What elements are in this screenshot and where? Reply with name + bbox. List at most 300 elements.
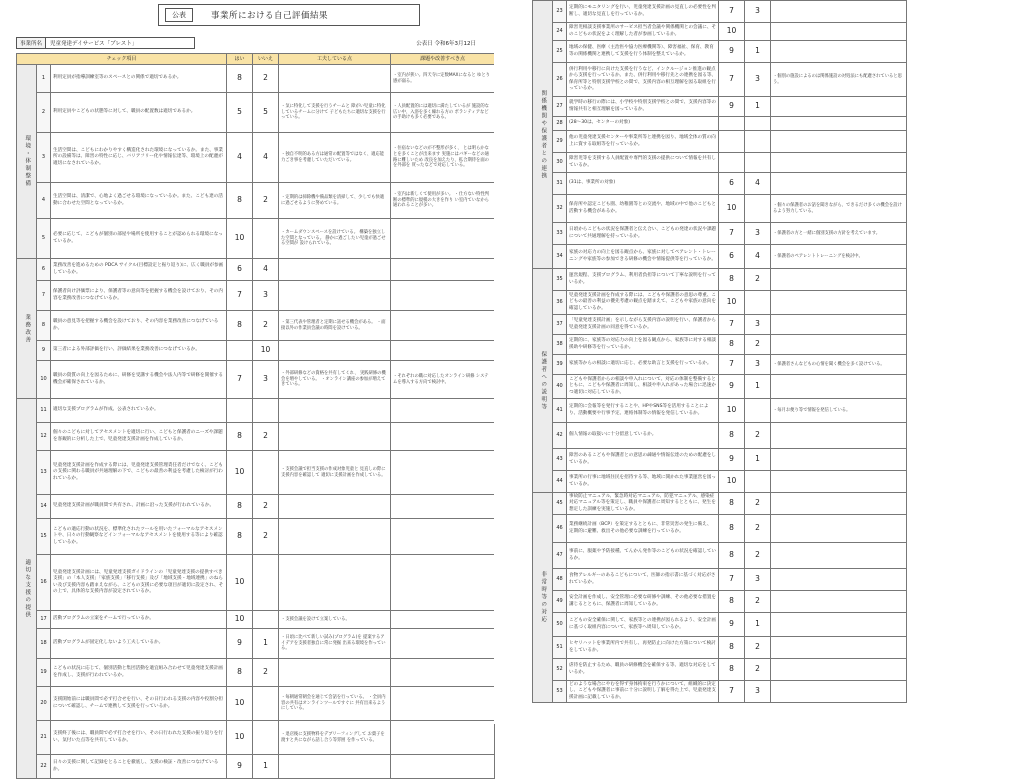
- good-points: [771, 335, 907, 355]
- row-number: 30: [553, 153, 567, 173]
- good-points: ・第三代表や管理者と定期に話せる機会がある。 ・面接以外の作業員会議の時間を設けている。: [279, 311, 391, 341]
- row-number: 11: [37, 399, 51, 423]
- issue-points: [391, 629, 495, 659]
- category-cell: 業務改善: [17, 259, 37, 399]
- col-no: いいえ: [253, 54, 279, 65]
- issue-points: ・住宿ないなどのが不整形が多く、 とは明らかなとを多くことが出来ます 実施にはバギーなどの通路に難しいため 改良を加えたり、拡合期待を面のを外部を 買ったなどで対応している。: [391, 133, 495, 183]
- good-points: ・毎朝通常朝会を通じて会話を行っている。 ・全員内容の共有はオンラインツールですぐに 共有出来るようにしている。: [279, 687, 391, 721]
- issue-points: ・それぞれの職に対応したオンライン研修 システムを導入する方向で検討中。: [391, 361, 495, 399]
- table-row: [17, 341, 495, 361]
- table-row: [533, 449, 907, 471]
- good-points: [771, 1, 907, 23]
- check-item: 児童発達支援計画には、児童発達支援ガイドラインの「児童発達支援の提供すべき支援」の「本人支援」「家族支援」「移行支援」及び「地域支援・地域連携」のねらい及び支援内容も踏まえながら、こどもの支援に必要な項目が適切に設定され、その上で、具体的な支援内容が設定されているか。: [51, 555, 227, 611]
- row-number: 13: [37, 451, 51, 495]
- no-count: [253, 555, 279, 611]
- table-row: [533, 569, 907, 591]
- good-points: [771, 41, 907, 63]
- row-number: 49: [553, 591, 567, 613]
- row-number: 16: [37, 555, 51, 611]
- check-item: 生活空間は、こどもにわかりやすく構造化された環境になっているか。また、事業所の設備等は、障害の特性に応じ、バリアフリー化や情報伝達等、環境上の配慮が適切になされているか。: [51, 133, 227, 183]
- good-points: ・定期的は掃除機や備品類を清掃して、少しでも快適に過ごせるように努めている。: [279, 183, 391, 219]
- check-item: 児童発達支援計画を作成する際には、こどもや保護者の意思の尊重、こどもの最善の利益の優先考慮の観点を踏まえて、こどもや家族の意向を確認しているか。: [567, 291, 719, 315]
- yes-count: 10: [227, 219, 253, 259]
- check-item: 保護者向け評価票により、保護者等の意向等を把握する機会を設けており、その内容を業務改善につなげているか。: [51, 281, 227, 311]
- no-count: [745, 195, 771, 223]
- row-number: 31: [553, 173, 567, 195]
- row-number: 23: [553, 1, 567, 23]
- no-count: 2: [745, 335, 771, 355]
- row-number: 24: [553, 23, 567, 41]
- row-number: 9: [37, 341, 51, 361]
- yes-count: [227, 341, 253, 361]
- good-points: [771, 449, 907, 471]
- table-row: [533, 335, 907, 355]
- yes-count: 10: [719, 195, 745, 223]
- good-points: ・個別の施設によるのは関係施設の対処法にも配慮されていると思う。: [771, 63, 907, 97]
- yes-count: 6: [719, 173, 745, 195]
- col-yes: はい: [227, 54, 253, 65]
- no-count: 10: [253, 341, 279, 361]
- check-item: こどもの安全確保に関して、家族等との連携が図られるよう、安全計画に基づく取組内容について、家族等へ周知しているか。: [567, 613, 719, 637]
- issue-points: [391, 311, 495, 341]
- no-count: 1: [253, 629, 279, 659]
- good-points: ・保護者のペアレントトレーニングを検討中。: [771, 245, 907, 269]
- row-number: 27: [553, 97, 567, 117]
- check-item: 障害のあるこどもや保護者との意思の疎通や情報伝達のための配慮をしているか。: [567, 449, 719, 471]
- category-cell: 非常時等の対応: [533, 493, 553, 703]
- row-number: 15: [37, 519, 51, 555]
- good-points: [771, 471, 907, 493]
- category-cell: 適切な支援の提供: [17, 399, 37, 779]
- row-number: 47: [553, 543, 567, 569]
- good-points: [771, 637, 907, 659]
- no-count: [745, 291, 771, 315]
- row-number: 26: [553, 63, 567, 97]
- no-count: 2: [745, 591, 771, 613]
- row-number: 53: [553, 681, 567, 703]
- row-number: 17: [37, 611, 51, 629]
- row-number: 34: [553, 245, 567, 269]
- yes-count: 8: [227, 659, 253, 687]
- issue-points: [391, 451, 495, 495]
- yes-count: 4: [227, 133, 253, 183]
- check-item: 適切な支援プログラムが作成、公表されているか。: [51, 399, 227, 423]
- yes-count: 10: [227, 721, 253, 755]
- check-item: 活動プログラムの立案をチームで行っているか。: [51, 611, 227, 629]
- yes-count: 9: [719, 613, 745, 637]
- row-number: 21: [37, 721, 51, 755]
- check-item: 児童発達支援計画を作成する際には、児童発達支援管理責任者だけでなく、こどもの支援に関わる職員が共通理解の下で、こどもの最善の利益を考慮した検討が行われているか。: [51, 451, 227, 495]
- issue-points: [391, 399, 495, 423]
- yes-count: 9: [719, 41, 745, 63]
- good-points: [279, 755, 391, 779]
- no-count: 3: [745, 355, 771, 375]
- table-row: [17, 281, 495, 311]
- page-title: 事業所における自己評価結果: [211, 11, 329, 21]
- good-points: [771, 423, 907, 449]
- table-row: [17, 361, 495, 399]
- no-count: 2: [745, 659, 771, 681]
- row-number: 10: [37, 361, 51, 399]
- row-number: 35: [553, 269, 567, 291]
- no-count: 5: [253, 93, 279, 133]
- yes-count: 8: [227, 183, 253, 219]
- no-count: 2: [745, 637, 771, 659]
- table-row: [17, 311, 495, 341]
- table-row: [17, 687, 495, 721]
- no-count: [253, 399, 279, 423]
- row-number: 4: [37, 183, 51, 219]
- no-count: 1: [253, 755, 279, 779]
- no-count: 4: [253, 133, 279, 183]
- check-item: 第三者による外部評価を行い、評価結果を業務改善につなげているか。: [51, 341, 227, 361]
- yes-count: 6: [227, 259, 253, 281]
- no-count: 2: [253, 311, 279, 341]
- no-count: 1: [745, 97, 771, 117]
- check-item: 職員の資質の向上を図るために、研修を受講する機会や法人内等で研修を開催する機会が確保されているか。: [51, 361, 227, 399]
- yes-count: 10: [719, 23, 745, 41]
- table-row: [17, 399, 495, 423]
- public-label: 公表: [165, 8, 193, 22]
- check-item: 業務継続計画（BCP）を策定するとともに、非常災害の発生に備え、定期的に避難、救出その他必要な訓練を行っているか。: [567, 515, 719, 543]
- table-row: [533, 269, 907, 291]
- office-row: [16, 36, 494, 50]
- evaluation-table-left: [16, 53, 495, 779]
- yes-count: 5: [227, 93, 253, 133]
- no-count: [745, 153, 771, 173]
- row-number: 1: [37, 65, 51, 93]
- yes-count: 9: [227, 629, 253, 659]
- good-points: [279, 423, 391, 451]
- yes-count: 6: [719, 245, 745, 269]
- check-item: こどもの状況に応じて、個別活動と集団活動を適宜組み合わせて児童発達支援計画を作成し、支援が行われているか。: [51, 659, 227, 687]
- good-points: ・支援会議を設けて立案している。: [279, 611, 391, 629]
- issue-points: [391, 659, 495, 687]
- row-number: 8: [37, 311, 51, 341]
- col-check-item: チェック項目: [17, 54, 227, 65]
- table-row: [533, 591, 907, 613]
- yes-count: 8: [227, 495, 253, 519]
- issue-points: [391, 341, 495, 361]
- check-item: (28〜30は、センターの対象): [567, 117, 719, 131]
- yes-count: 8: [227, 423, 253, 451]
- issue-points: [391, 611, 495, 629]
- row-number: 39: [553, 355, 567, 375]
- no-count: 1: [745, 375, 771, 399]
- right-page: [532, 0, 1020, 724]
- yes-count: 7: [227, 281, 253, 311]
- table-row: [533, 245, 907, 269]
- good-points: [771, 569, 907, 591]
- issue-points: [391, 721, 495, 755]
- yes-count: 9: [719, 97, 745, 117]
- issue-points: ・人員配置的には適切に満たしているが 施設的な広い中、入浴を多く繰れる方の ボランティアなどの手助けも多く必要である。: [391, 93, 495, 133]
- no-count: [253, 451, 279, 495]
- row-number: 3: [37, 133, 51, 183]
- good-points: [279, 555, 391, 611]
- table-row: [533, 515, 907, 543]
- check-item: 定期的に会報等を発行することや、HPやSNS等を活用することにより、活動概要や行事予定、連絡体制等の情報を発信しているか。: [567, 399, 719, 423]
- check-item: 利用定員が指導訓練室等のスペースとの関係で適切であるか。: [51, 65, 227, 93]
- table-row: [17, 659, 495, 687]
- issue-points: [391, 219, 495, 259]
- no-count: 2: [253, 423, 279, 451]
- table-row: [17, 519, 495, 555]
- table-row: [533, 153, 907, 173]
- no-count: [253, 721, 279, 755]
- table-row: [533, 195, 907, 223]
- yes-count: 7: [719, 223, 745, 245]
- table-row: [17, 183, 495, 219]
- yes-count: 10: [227, 555, 253, 611]
- good-points: [771, 543, 907, 569]
- no-count: 3: [745, 681, 771, 703]
- no-count: 2: [745, 543, 771, 569]
- yes-count: 10: [719, 399, 745, 423]
- check-item: 家族等からの相談に適切に応じ、必要な助言と支援を行っているか。: [567, 355, 719, 375]
- category-cell: 関係機関や保護者との連携: [533, 1, 553, 269]
- no-count: 2: [253, 65, 279, 93]
- no-count: 4: [745, 173, 771, 195]
- check-item: 定期的にモニタリングを行い、児童発達支援計画の見直しの必要性を判断し、適切な見直しを行っているか。: [567, 1, 719, 23]
- yes-count: 7: [719, 681, 745, 703]
- no-count: 2: [745, 493, 771, 515]
- published-date: 公表日 令和6年3月12日: [416, 41, 476, 47]
- yes-count: 8: [227, 65, 253, 93]
- check-item: 併行利用や移行に向けた支援を行うなど、インクルージョン推進の観点から支援を行っているか。また、併行利用や移行先との連携を図る等、保育所等と特別支援学校との間で、支援内容の相互理解を図る取組を行っているか。: [567, 63, 719, 97]
- yes-count: 7: [719, 63, 745, 97]
- check-item: 定期的に、家族等の対応力の向上を図る観点から、家族等に対する相談援助や研修等を行っているか。: [567, 335, 719, 355]
- row-number: 6: [37, 259, 51, 281]
- page-gutter: [494, 0, 532, 724]
- table-row: [533, 471, 907, 493]
- issue-points: [391, 555, 495, 611]
- check-item: ヒヤリハットを事業所内で共有し、再発防止に向けた方策について検討をしているか。: [567, 637, 719, 659]
- table-row: [533, 1, 907, 23]
- yes-count: 7: [227, 361, 253, 399]
- table-row: [533, 399, 907, 423]
- yes-count: 8: [719, 637, 745, 659]
- no-count: 3: [745, 315, 771, 335]
- yes-count: 10: [719, 291, 745, 315]
- check-item: 利用定員やこどもの状態等に対して、職員の配置数は適切であるか。: [51, 93, 227, 133]
- no-count: [253, 219, 279, 259]
- check-item: 業務改善を進めるための PDCA サイクル(目標設定と振り返り)に、広く職員が参画しているか。: [51, 259, 227, 281]
- issue-points: [391, 281, 495, 311]
- check-item: 障害児等を支援する人員配置や専門的支援の提供について情報を共有しているか。: [567, 153, 719, 173]
- no-count: 2: [253, 659, 279, 687]
- good-points: [279, 519, 391, 555]
- no-count: [745, 23, 771, 41]
- yes-count: 8: [719, 335, 745, 355]
- row-number: 45: [553, 493, 567, 515]
- yes-count: 8: [719, 543, 745, 569]
- office-name: 児童発達デイサービス「ブレスト」: [46, 37, 195, 49]
- title-box: [158, 4, 420, 26]
- check-item: 児童発達支援計画が職員間で共有され、計画に沿った支援が行われているか。: [51, 495, 227, 519]
- yes-count: [719, 117, 745, 131]
- no-count: 2: [253, 495, 279, 519]
- row-number: 41: [553, 399, 567, 423]
- row-number: 18: [37, 629, 51, 659]
- table-row: [17, 721, 495, 755]
- yes-count: 10: [227, 451, 253, 495]
- table-row: [533, 291, 907, 315]
- issue-points: [391, 423, 495, 451]
- yes-count: 7: [719, 315, 745, 335]
- good-points: [771, 591, 907, 613]
- row-number: 48: [553, 569, 567, 591]
- check-item: 個々のこどもに対してアセスメントを適切に行い、こどもと保護者のニーズや課題を客観的に分析した上で、児童発達支援計画を作成しているか。: [51, 423, 227, 451]
- check-item: 他の児童発達支援センターや事業所等と連携を図り、地域全体の質の向上に資する取組等を行っているか。: [567, 131, 719, 153]
- yes-count: 7: [719, 569, 745, 591]
- no-count: 1: [745, 613, 771, 637]
- good-points: [771, 131, 907, 153]
- row-number: 51: [553, 637, 567, 659]
- row-number: 37: [553, 315, 567, 335]
- table-row: [17, 555, 495, 611]
- good-points: [771, 515, 907, 543]
- check-item: 支援開始前には職員間で必ず打合せを行い、その日行われる支援の内容や役割分担について確認し、チームで連携して支援を行っているか。: [51, 687, 227, 721]
- good-points: [279, 659, 391, 687]
- check-item: 必要に応じて、こどもが個別の部屋や場所を使用することが認められる環境になっているか。: [51, 219, 227, 259]
- table-row: [17, 451, 495, 495]
- no-count: 1: [745, 41, 771, 63]
- row-number: 52: [553, 659, 567, 681]
- table-row: [533, 659, 907, 681]
- good-points: ・個々の保護者のお話を聞きながら、できるだけ多くの機会を設けるよう努力している。: [771, 195, 907, 223]
- table-row: [17, 219, 495, 259]
- no-count: 2: [745, 423, 771, 449]
- issue-points: [391, 519, 495, 555]
- table-row: [533, 223, 907, 245]
- no-count: [745, 131, 771, 153]
- table-row: [17, 259, 495, 281]
- col-good-points: 工夫している点: [279, 54, 391, 65]
- issue-points: [391, 495, 495, 519]
- row-number: 38: [553, 335, 567, 355]
- issue-points: [391, 259, 495, 281]
- no-count: 4: [253, 259, 279, 281]
- check-item: こどもや保護者からの相談や申入れについて、対応の体制を整備するとともに、こどもや保護者に周知し、相談や申入れがあった場合に迅速かつ適切に対応しているか。: [567, 375, 719, 399]
- table-row: [17, 611, 495, 629]
- check-item: 活動プログラムが固定化しないよう工夫しているか。: [51, 629, 227, 659]
- check-item: 職員の意見等を把握する機会を設けており、その内容を業務改善につなげているか。: [51, 311, 227, 341]
- office-label: 事業所名: [16, 37, 46, 49]
- table-row: [533, 375, 907, 399]
- yes-count: 8: [719, 515, 745, 543]
- issue-points: ・室内は新しくて使用が多い。 ・仕方ない特性判断の標準的に規模の大きを作り い室内ていなから通われることが多い。: [391, 183, 495, 219]
- row-number: 20: [37, 687, 51, 721]
- good-points: [771, 315, 907, 335]
- check-item: 事業所の行事に地域住民を招待する等、地域に開かれた事業運営を図っているか。: [567, 471, 719, 493]
- good-points: ・気に特化して支援を行うチームと 障がい児童に特化しているチームに分けて 子どもたちに適切な支援を行っている。: [279, 93, 391, 133]
- category-cell: 保護者への説明等: [533, 269, 553, 493]
- table-row: [17, 423, 495, 451]
- table-row: [533, 637, 907, 659]
- good-points: [771, 173, 907, 195]
- table-row: [17, 629, 495, 659]
- no-count: [745, 471, 771, 493]
- col-issues: 課題や改善すべき点: [391, 54, 495, 65]
- no-count: 2: [253, 519, 279, 555]
- yes-count: 8: [719, 269, 745, 291]
- row-number: 12: [37, 423, 51, 451]
- check-item: 個人情報の取扱いに十分留意しているか。: [567, 423, 719, 449]
- check-item: 事前に、服薬や予防接種、てんかん発作等のこどもの状況を確認しているか。: [567, 543, 719, 569]
- row-number: 43: [553, 449, 567, 471]
- row-number: 2: [37, 93, 51, 133]
- good-points: [279, 281, 391, 311]
- good-points: [771, 681, 907, 703]
- check-item: (31は、事業所の対象): [567, 173, 719, 195]
- yes-count: 10: [719, 471, 745, 493]
- good-points: ・保護者の方と一緒に個別支援の方針を考えています。: [771, 223, 907, 245]
- issue-points: [391, 755, 495, 779]
- row-number: 19: [37, 659, 51, 687]
- row-number: 32: [553, 195, 567, 223]
- table-row: [533, 23, 907, 41]
- no-count: 3: [745, 63, 771, 97]
- good-points: [771, 97, 907, 117]
- table-row: [533, 97, 907, 117]
- good-points: [771, 659, 907, 681]
- check-item: 運営規程、支援プログラム、利用者負担等について丁寧な説明を行っているか。: [567, 269, 719, 291]
- no-count: 3: [253, 281, 279, 311]
- row-number: 44: [553, 471, 567, 493]
- check-item: 就学時の移行の際には、小学校や特別支援学校との間で、支援内容等の情報共有と相互理解を図っているか。: [567, 97, 719, 117]
- good-points: [771, 153, 907, 173]
- row-number: 28: [553, 117, 567, 131]
- no-count: 2: [253, 183, 279, 219]
- table-row: [533, 131, 907, 153]
- good-points: ・退店後に支援物料をデブリーフィングして お菓子を渡すと共にながら話し合う等雰囲 を作っている。: [279, 721, 391, 755]
- check-item: 支援終了後には、職員間で必ず打合せを行い、その日行われた支援の振り返りを行い、気付いた点等を共有しているか。: [51, 721, 227, 755]
- row-number: 25: [553, 41, 567, 63]
- table-row: [533, 117, 907, 131]
- table-row: [533, 613, 907, 637]
- good-points: [771, 493, 907, 515]
- table-row: [533, 355, 907, 375]
- no-count: [745, 399, 771, 423]
- yes-count: 8: [227, 519, 253, 555]
- yes-count: [227, 399, 253, 423]
- row-number: 36: [553, 291, 567, 315]
- no-count: 3: [745, 569, 771, 591]
- yes-count: 8: [719, 423, 745, 449]
- check-item: 保育所や認定こども園、幼稚園等との交流や、地域の中で他のこどもと活動する機会があるか。: [567, 195, 719, 223]
- good-points: [771, 23, 907, 41]
- good-points: ・カームダウンスペースを設けている。 構築を独立した空間となっている。 静かに過ごしたい児童が過ごせる空間が 設けられている。: [279, 219, 391, 259]
- table-row: [17, 495, 495, 519]
- yes-count: [719, 153, 745, 173]
- yes-count: [719, 131, 745, 153]
- check-item: 生活空間は、清潔で、心地よく過ごせる環境になっているか。また、こども達の活動に合わせた空間となっているか。: [51, 183, 227, 219]
- yes-count: 9: [719, 375, 745, 399]
- yes-count: 7: [719, 355, 745, 375]
- check-item: 「児童発達支援計画」を示しながら支援内容の説明を行い、保護者から児童発達支援計画の同意を得ているか。: [567, 315, 719, 335]
- check-item: 日々の支援に関して記録をとることを徹底し、支援の検証・改善につなげているか。: [51, 755, 227, 779]
- check-item: 家族の対応力の向上を図る観点から、家族に対してペアレント・トレーニングや家族等の参加できる研修の機会や情報提供等を行っているか。: [567, 245, 719, 269]
- yes-count: 8: [719, 659, 745, 681]
- yes-count: 10: [227, 687, 253, 721]
- no-count: 1: [745, 449, 771, 471]
- good-points: [771, 269, 907, 291]
- yes-count: 9: [719, 449, 745, 471]
- check-item: 地域の保健、医療（主治医や協力医療機関等）、障害福祉、保育、教育等の関係機関と連携して支援を行う体制を整えているか。: [567, 41, 719, 63]
- good-points: [279, 495, 391, 519]
- no-count: 3: [745, 1, 771, 23]
